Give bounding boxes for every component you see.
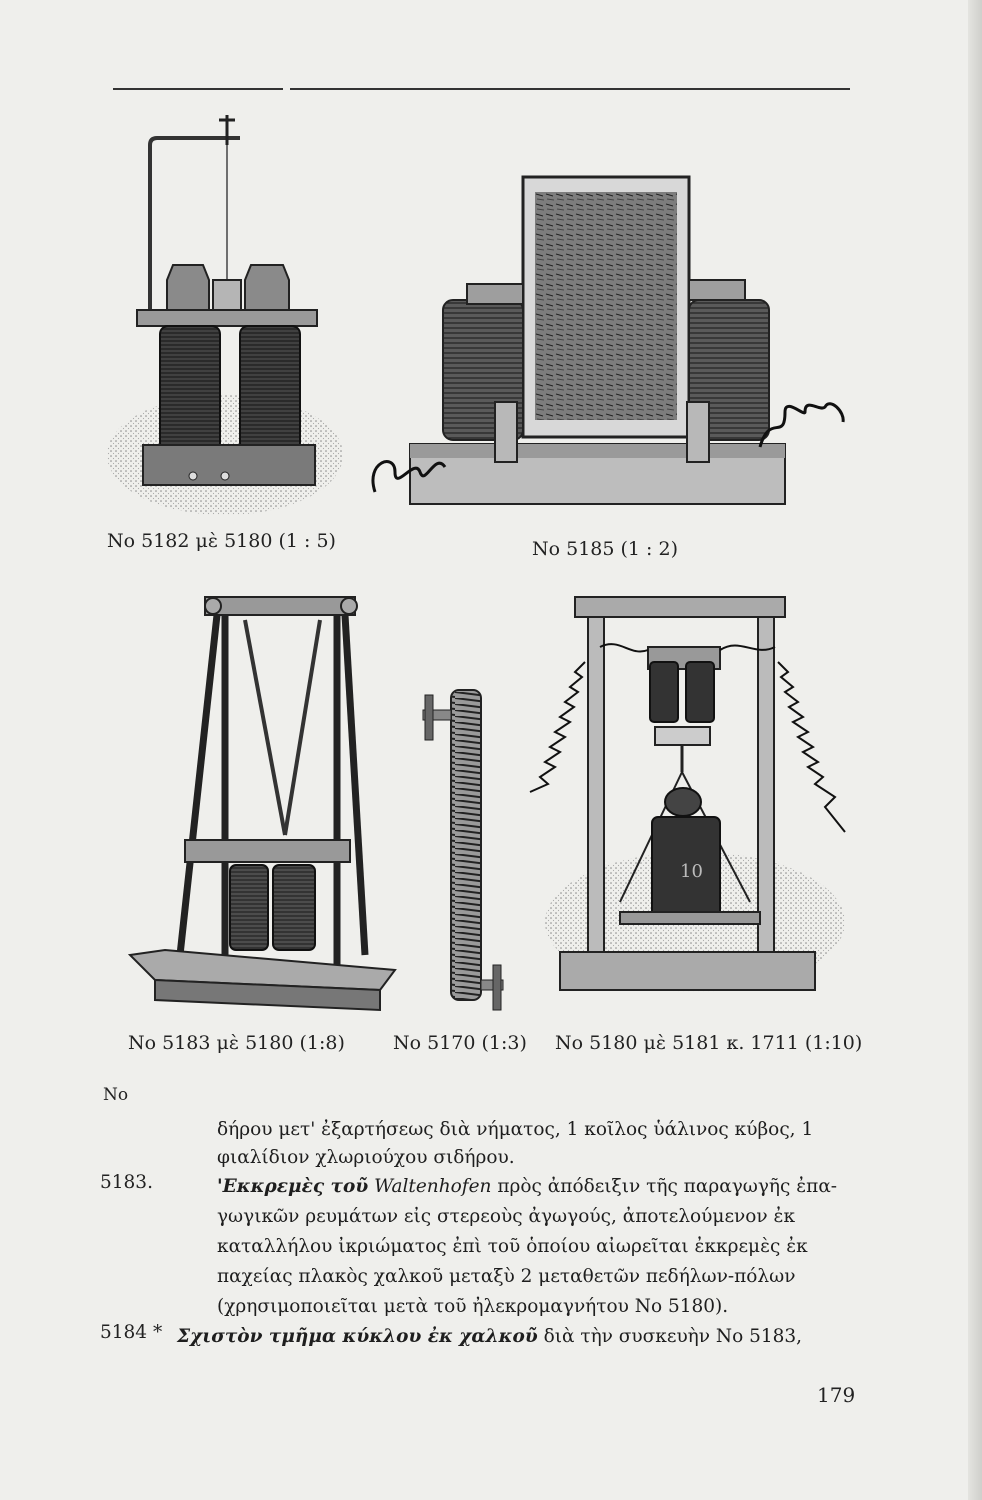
weight-label: 10 (680, 861, 703, 882)
header-rule-left (113, 88, 283, 90)
continuation-line-2: φιαλίδιον χλωριούχου σιδήρου. (217, 1147, 515, 1168)
header-rule-right (290, 88, 850, 90)
orphan-no: No (103, 1085, 129, 1105)
item-5183-line-2: γωγικῶν ρευμάτων εἰς στερεοὺς ἀγωγούς, ἀποτελούμενον ἐκ (217, 1206, 796, 1227)
item-5183-line-1 (217, 1172, 837, 1202)
item-5183-title: 'Εκκρεμὲς τοῦ (217, 1176, 369, 1197)
page-edge (968, 0, 982, 1500)
item-5184-line (177, 1322, 802, 1352)
figure-5183-pendulum-frame (125, 585, 400, 1015)
item-5183-line-5: (χρησιμοποιεῖται μετὰ τοῦ ἠλεκρομαγνήτου No 5180). (217, 1296, 729, 1317)
item-5183-line-4: παχείας πλακὸς χαλκοῦ μεταξὺ 2 μεταθετῶν πεδήλων-πόλων (217, 1266, 796, 1287)
item-5184-number: 5184 * (100, 1322, 163, 1343)
caption-5182: No 5182 μὲ 5180 (1 : 5) (107, 530, 336, 552)
figure-5182-electromagnet (105, 110, 365, 530)
caption-5183: No 5183 μὲ 5180 (1:8) (128, 1032, 345, 1054)
figure-5170-spiral-tube (415, 680, 510, 1020)
item-5184-rest: διὰ τὴν συσκευὴν No 5183, (543, 1326, 803, 1347)
item-5183-line-3: καταλλήλου ἰκριώματος ἐπὶ τοῦ ὁποίου αἰωρεῖται ἐκκρεμὲς ἐκ (217, 1236, 808, 1257)
caption-5185: No 5185 (1 : 2) (532, 538, 678, 560)
item-5184-title: Σχιστὸν τμῆμα κύκλου ἐκ χαλκοῦ (177, 1326, 538, 1347)
item-5183-number: 5183. (100, 1172, 153, 1193)
item-5183-line-1-rest: πρὸς ἀπόδειξιν τῆς παραγωγῆς ἐπα- (497, 1176, 838, 1197)
continuation-line-1: δήρου μετ' ἐξαρτήσεως διὰ νήματος, 1 κοῖλος ὑάλινος κύβος, 1 (217, 1119, 814, 1140)
figure-5180-electromagnet-weight (520, 592, 850, 1002)
caption-5180: No 5180 μὲ 5181 κ. 1711 (1:10) (555, 1032, 863, 1054)
caption-5170: No 5170 (1:3) (393, 1032, 527, 1054)
figure-5185-magnetic-field (365, 172, 850, 522)
page-number: 179 (817, 1383, 856, 1407)
item-5183-title-name: Waltenhofen (374, 1176, 492, 1197)
